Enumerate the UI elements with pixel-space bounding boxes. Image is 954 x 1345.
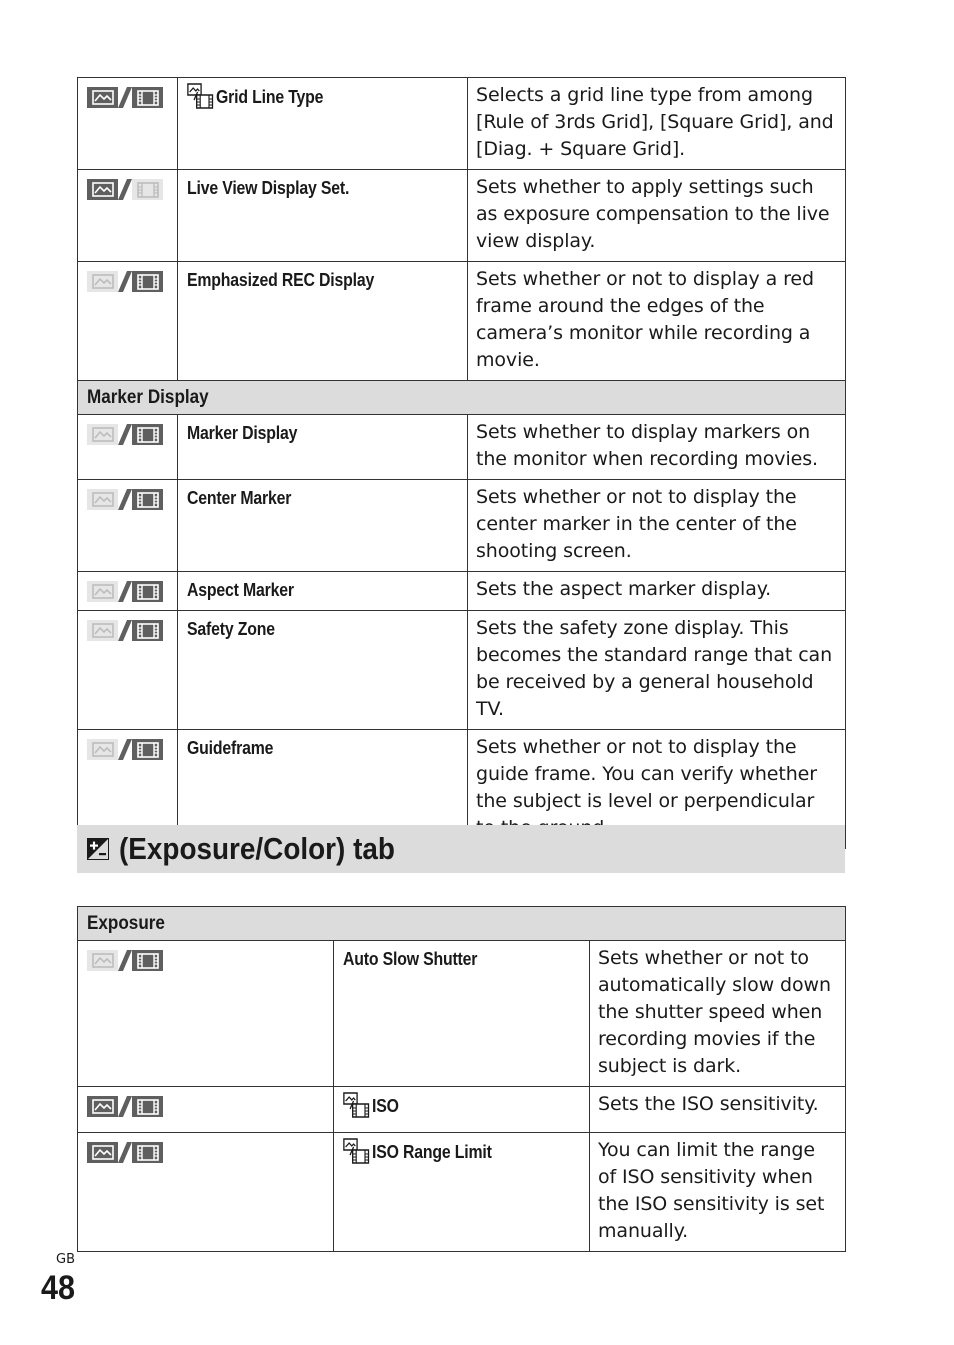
mode-icons-cell [78,1133,334,1252]
item-name [187,577,294,604]
item-name [187,735,273,762]
item-name [343,1092,399,1126]
slash-icon [118,489,132,510]
mode-indicator [87,179,177,200]
table-row [78,170,846,262]
mode-icons-cell [78,941,334,1087]
movie-mode-icon [132,424,163,445]
item-name [343,946,477,973]
item-description: Sets whether to display markers on the monitor when recording movies. [468,415,846,480]
item-name [187,267,374,294]
mode-indicator [87,1096,333,1117]
slash-icon [118,179,132,200]
still-mode-icon [87,179,118,200]
movie-mode-icon [132,87,163,108]
exposure-compensation-icon [87,838,109,864]
still-movie-combo-icon [343,1138,369,1172]
section-header [78,381,846,415]
slash-icon [118,739,132,760]
section-title: Marker Display [87,387,209,408]
still-movie-combo-icon [343,1092,369,1126]
settings-table-display [77,77,846,849]
item-name-text: Grid Line Type [216,87,324,107]
movie-mode-icon [132,1142,163,1163]
item-description: Sets whether or not to automatically slow down the shutter speed when recording movies if the subject is dark. [590,941,846,1087]
still-mode-icon [87,489,118,510]
item-name-cell [178,170,468,262]
item-description: Sets whether or not to display a red frame around the edges of the camera’s monitor while recording a movie. [468,262,846,381]
item-name-cell [178,262,468,381]
item-description: Sets the safety zone display. This becomes the standard range that can be received by a general household TV. [468,611,846,730]
table-row [78,480,846,572]
still-mode-icon [87,739,118,760]
item-description: You can limit the range of ISO sensitivity when the ISO sensitivity is set manually. [590,1133,846,1252]
settings-table-exposure [77,906,846,1252]
still-mode-icon [87,87,118,108]
tab-title: (Exposure/Color) tab [119,831,395,866]
exposure-color-tab-header [77,825,845,873]
slash-icon [118,950,132,971]
item-name-text: Marker Display [187,423,298,443]
table-row [78,262,846,381]
item-name [187,175,349,202]
item-name-cell [178,480,468,572]
item-description: Selects a grid line type from among [Rule of 3rds Grid], [Square Grid], and [Diag. + Square Grid]. [468,78,846,170]
item-name-cell [334,941,590,1087]
item-name-text: Auto Slow Shutter [343,949,478,969]
mode-icons-cell [78,611,178,730]
mode-icons-cell [78,170,178,262]
mode-indicator [87,87,177,108]
slash-icon [118,424,132,445]
item-name-cell [178,611,468,730]
region-label: GB [56,1252,75,1267]
still-movie-combo-icon [187,83,213,117]
still-mode-icon [87,1096,118,1117]
movie-mode-icon [132,739,163,760]
mode-indicator [87,581,177,602]
movie-mode-icon [132,950,163,971]
item-name [343,1138,492,1172]
item-name-text: Guideframe [187,738,274,758]
mode-icons-cell [78,415,178,480]
table-row [78,1087,846,1133]
movie-mode-icon [132,179,163,200]
slash-icon [118,271,132,292]
item-name-cell [178,572,468,611]
mode-icons-cell [78,572,178,611]
section-header-row [78,381,846,415]
mode-indicator [87,1142,333,1163]
movie-mode-icon [132,489,163,510]
movie-mode-icon [132,1096,163,1117]
table-row [78,611,846,730]
slash-icon [118,87,132,108]
section-header-row [78,907,846,941]
item-name [187,616,275,643]
table-row [78,415,846,480]
mode-indicator [87,739,177,760]
slash-icon [118,581,132,602]
still-mode-icon [87,1142,118,1163]
item-description: Sets the ISO sensitivity. [590,1087,846,1133]
table-row [78,572,846,611]
item-description: Sets whether or not to display the center marker in the center of the shooting screen. [468,480,846,572]
mode-indicator [87,950,333,971]
mode-icons-cell [78,480,178,572]
item-name-text: ISO [372,1096,399,1116]
slash-icon [118,1096,132,1117]
item-description: Sets whether to apply settings such as exposure compensation to the live view display. [468,170,846,262]
mode-indicator [87,489,177,510]
page-number: 48 [41,1269,76,1307]
section-header [78,907,846,941]
still-mode-icon [87,950,118,971]
item-description: Sets whether or not to display the guide frame. You can verify whether the subject is level or perpendicular [468,730,846,849]
still-mode-icon [87,424,118,445]
item-description: Sets the aspect marker display. [468,572,846,611]
mode-icons-cell [78,78,178,170]
item-name [187,420,297,447]
item-name-cell [178,78,468,170]
mode-indicator [87,620,177,641]
table-row [78,78,846,170]
section-title: Exposure [87,913,165,934]
mode-indicator [87,271,177,292]
item-name-cell [334,1087,590,1133]
item-name-text: ISO Range Limit [372,1142,492,1162]
slash-icon [118,1142,132,1163]
still-mode-icon [87,620,118,641]
item-name-text: Center Marker [187,488,292,508]
item-name-text: Safety Zone [187,619,275,639]
item-name-text: Aspect Marker [187,580,294,600]
item-name [187,485,291,512]
mode-indicator [87,424,177,445]
mode-icons-cell [78,1087,334,1133]
movie-mode-icon [132,271,163,292]
table-row [78,1133,846,1252]
still-mode-icon [87,271,118,292]
item-name [187,83,323,117]
item-name-text: Live View Display Set. [187,178,350,198]
mode-icons-cell [78,262,178,381]
table-row [78,941,846,1087]
movie-mode-icon [132,620,163,641]
item-name-cell [178,415,468,480]
item-name-cell [334,1133,590,1252]
item-name-text: Emphasized REC Display [187,270,375,290]
movie-mode-icon [132,581,163,602]
slash-icon [118,620,132,641]
still-mode-icon [87,581,118,602]
